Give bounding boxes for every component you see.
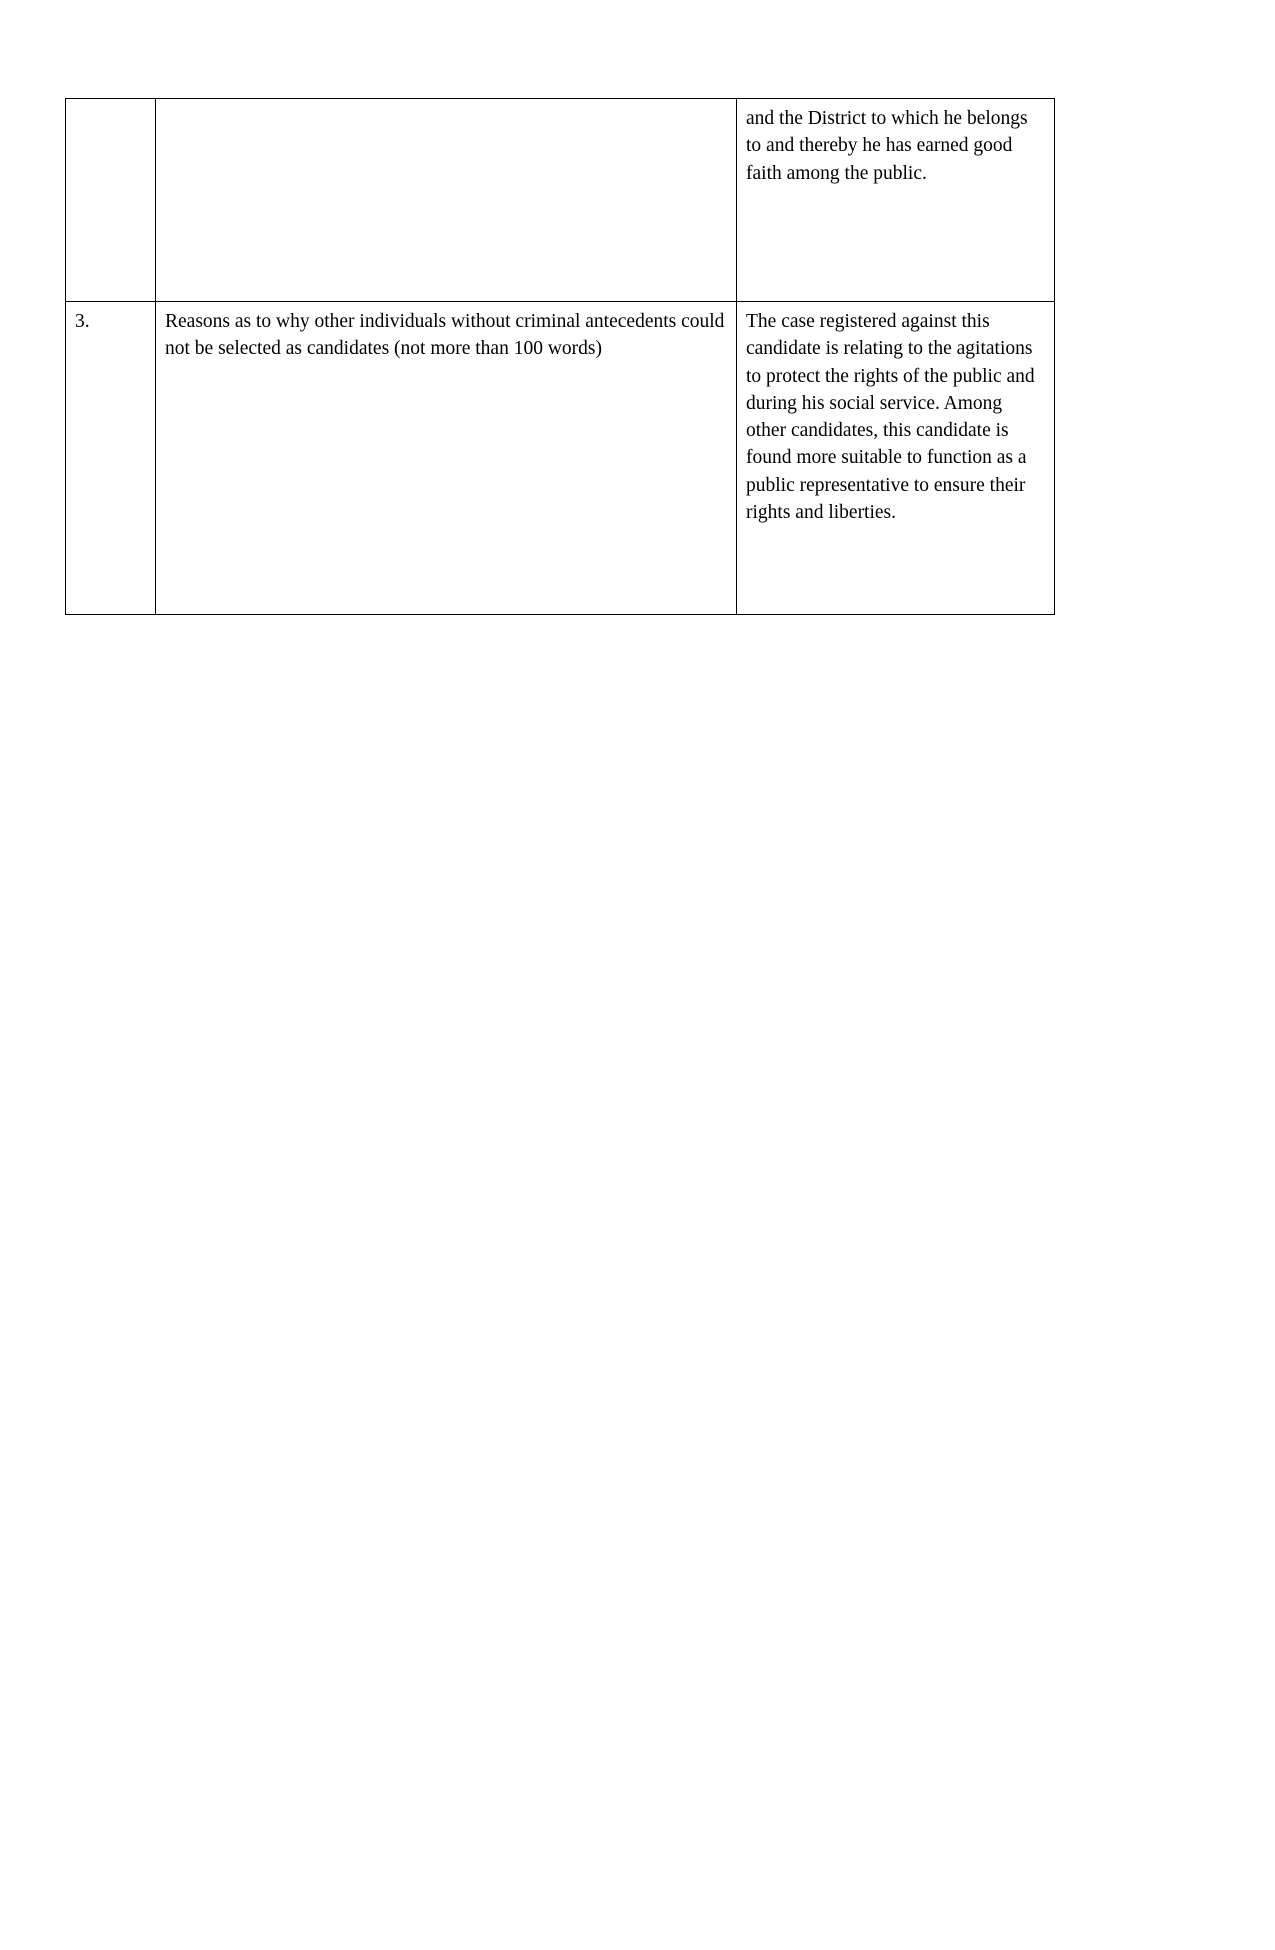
cell-value bbox=[737, 302, 1055, 615]
cell-serial-no bbox=[66, 302, 156, 615]
value-text: The case registered against this candidate is relating to the agitations to protect the rights of the public and during his social service. Among other candidates, this candidate is found more suitable to function as a public representative to ensure their rights and liberties. bbox=[746, 311, 1035, 524]
serial-no-text: 3. bbox=[75, 311, 90, 332]
cell-description bbox=[156, 99, 737, 302]
serial-no-text bbox=[75, 105, 147, 106]
cell-description bbox=[156, 302, 737, 615]
description-text: Reasons as to why other individuals without criminal antecedents could not be selected as candidates (not more than 100 words) bbox=[165, 311, 725, 360]
table-row bbox=[66, 302, 1055, 615]
cell-serial-no bbox=[66, 99, 156, 302]
candidate-details-table bbox=[65, 98, 1055, 615]
cell-value bbox=[737, 99, 1055, 302]
description-text bbox=[165, 105, 728, 106]
value-text: and the District to which he belongs to and thereby he has earned good faith among the public. bbox=[746, 108, 1028, 184]
table-row bbox=[66, 99, 1055, 302]
table-body bbox=[66, 99, 1055, 615]
